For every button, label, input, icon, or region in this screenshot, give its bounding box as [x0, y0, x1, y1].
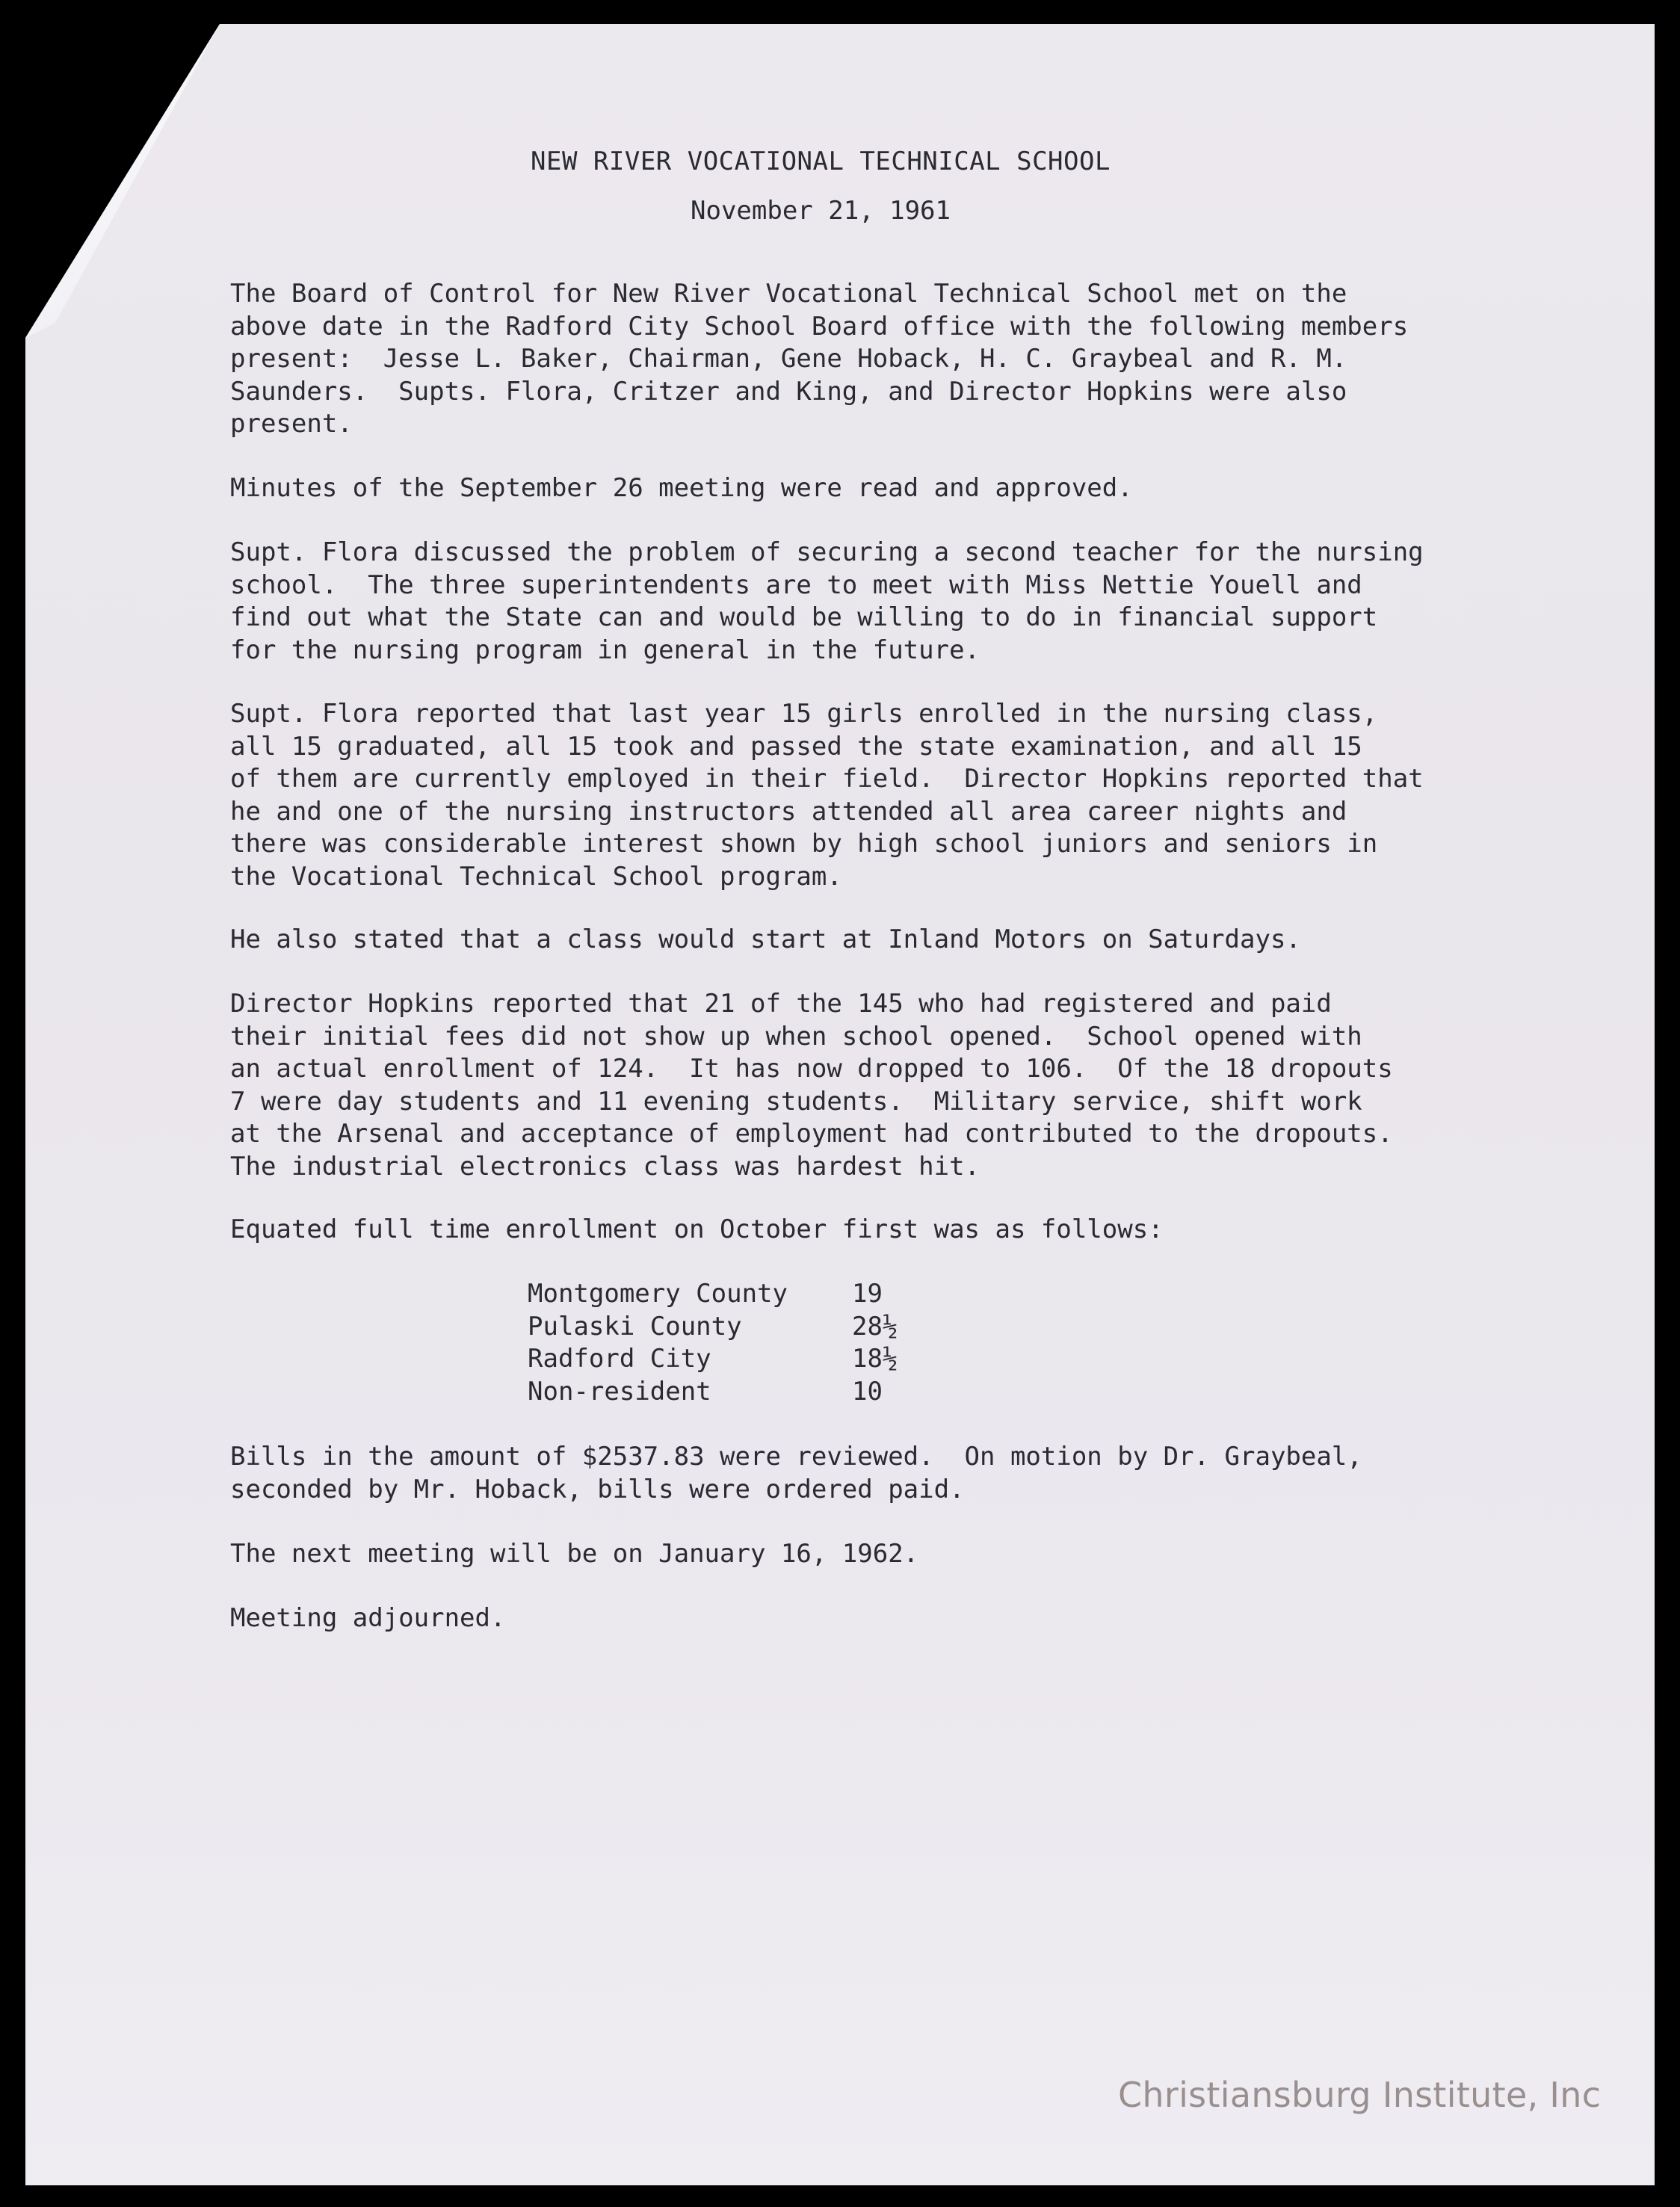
table-row: [528, 1376, 898, 1409]
watermark-text: Christiansburg Institute, Inc: [1118, 2075, 1602, 2115]
county-name: Pulaski County: [528, 1311, 742, 1342]
paragraph-adjourned: Meeting adjourned.: [230, 1603, 506, 1633]
county-name: Non-resident: [528, 1376, 711, 1407]
enrollment-value: 19: [852, 1279, 883, 1309]
paragraph-nursing-report: Supt. Flora reported that last year 15 girls enrolled in the nursing class, all 15 graduated, all 15 took and passed the state examination, and all 15 of them are currently employed in their field. Director Hopkins reported that he and one of the nursing instructors attended all area career nights and there was considerable interest shown by high school juniors and seniors in the Vocational Technical School program.: [230, 699, 1424, 892]
paragraph-enrollment-report: Director Hopkins reported that 21 of the 145 who had registered and paid their initial fees did not show up when school opened. School opened with an actual enrollment of 124. It has now dropped to 106. Of the 18 dropouts 7 were day students and 11 evening students. Military service, shift work at the Arsenal and acceptance of employment had contributed to the dropouts. The industrial electronics class was hardest hit.: [230, 989, 1393, 1182]
enrollment-value: 10: [852, 1376, 883, 1407]
enrollment-value: 18½: [852, 1344, 898, 1374]
enrollment-value: 28½: [852, 1311, 898, 1342]
paragraph-nursing-teacher: Supt. Flora discussed the problem of securing a second teacher for the nursing school. The three superintendents are to meet with Miss Nettie Youell and find out what the State can and would be willing to do in financial support for the nursing program in general in the future.: [230, 537, 1424, 665]
paragraph-minutes: Minutes of the September 26 meeting were read and approved.: [230, 473, 1133, 503]
paragraph-inland-motors: He also stated that a class would start at Inland Motors on Saturdays.: [230, 925, 1301, 954]
county-name: Radford City: [528, 1344, 711, 1374]
enrollment-table: [528, 1278, 898, 1408]
paragraph-next-meeting: The next meeting will be on January 16, 1962.: [230, 1539, 919, 1569]
table-row: [528, 1278, 898, 1311]
county-name: Montgomery County: [528, 1279, 788, 1309]
paragraph-attendance: The Board of Control for New River Vocational Technical School met on the above date in the Radford City School Board office with the following members present: Jesse L. Baker, Chairman, Gene Hoback, H. C. Graybeal and R. M. Saunders. Supts. Flora, Critzer and King, and Director Hopkins were also present.: [230, 279, 1409, 439]
table-row: [528, 1311, 898, 1344]
paragraph-enrollment-intro: Equated full time enrollment on October first was as follows:: [230, 1214, 1164, 1244]
table-row: [528, 1343, 898, 1376]
document-title: NEW RIVER VOCATIONAL TECHNICAL SCHOOL: [531, 146, 1111, 176]
document-date: November 21, 1961: [691, 196, 951, 226]
paragraph-bills: Bills in the amount of $2537.83 were reviewed. On motion by Dr. Graybeal, seconded by Mr. Hoback, bills were ordered paid.: [230, 1442, 1362, 1504]
